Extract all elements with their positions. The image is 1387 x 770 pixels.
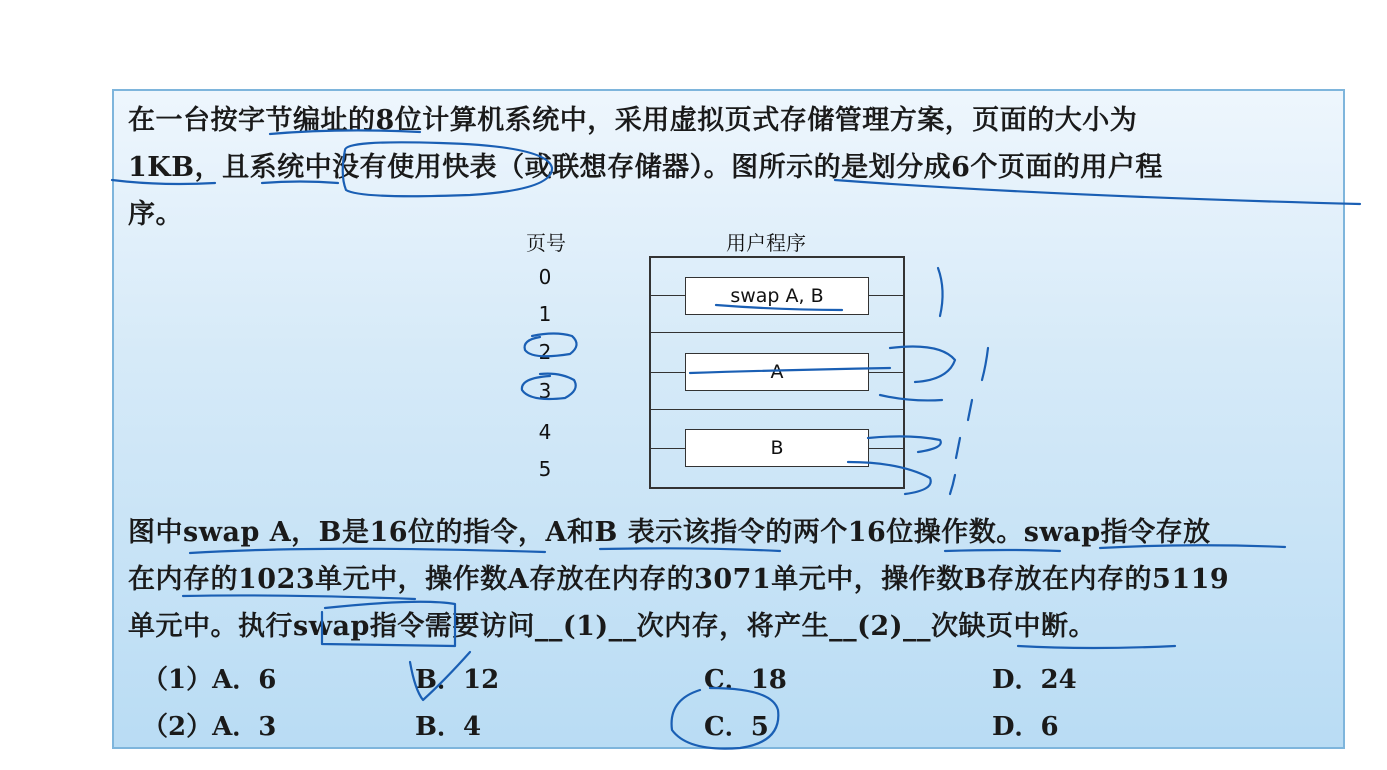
page-number: 5 [538, 457, 552, 481]
connector-line [649, 295, 685, 296]
option-q1-c[interactable]: C．18 [704, 665, 787, 695]
question-intro [128, 97, 1163, 238]
option-q1-a[interactable]: （1）A．6 [142, 665, 277, 695]
intro-line: 序。 [128, 199, 183, 230]
detail-line: 在内存的1023单元中，操作数A存放在内存的3071单元中，操作数B存放在内存的5119 [128, 564, 1230, 595]
connector-line [869, 372, 905, 373]
connector-line [649, 448, 685, 449]
option-q1-b[interactable]: B．12 [415, 665, 500, 695]
page-divider [649, 332, 905, 333]
intro-line: 1KB，且系统中没有使用快表（或联想存储器）。图所示的是划分成6个页面的用户程 [128, 152, 1163, 183]
connector-line [869, 295, 905, 296]
question-panel [112, 89, 1345, 749]
option-q2-a[interactable]: （2）A．3 [142, 712, 277, 742]
page-number: 0 [538, 265, 552, 289]
page-number-header: 页号 [526, 231, 566, 255]
option-q2-d[interactable]: D．6 [992, 712, 1059, 742]
page-number: 2 [538, 340, 552, 364]
option-q2-c[interactable]: C．5 [704, 712, 769, 742]
detail-line: 图中swap A，B是16位的指令，A和B 表示该指令的两个16位操作数。swap指令存放 [128, 517, 1211, 548]
question-detail [128, 509, 1229, 650]
detail-line: 单元中。执行swap指令需要访问__(1)__次内存，将产生__(2)__次缺页中断。 [128, 611, 1096, 642]
user-program-header: 用户程序 [726, 231, 806, 255]
page-number: 4 [538, 420, 552, 444]
connector-line [869, 448, 905, 449]
operand-a-box: A [685, 353, 869, 391]
page-number: 1 [538, 302, 552, 326]
operand-b-box: B [685, 429, 869, 467]
swap-instruction-box: swap A, B [685, 277, 869, 315]
slide-title-fragment [40, 0, 245, 6]
connector-line [649, 372, 685, 373]
page-divider [649, 409, 905, 410]
option-q1-d[interactable]: D．24 [992, 665, 1077, 695]
option-q2-b[interactable]: B．4 [415, 712, 482, 742]
intro-line: 在一台按字节编址的8位计算机系统中，采用虚拟页式存储管理方案，页面的大小为 [128, 105, 1138, 136]
page-number: 3 [538, 379, 552, 403]
